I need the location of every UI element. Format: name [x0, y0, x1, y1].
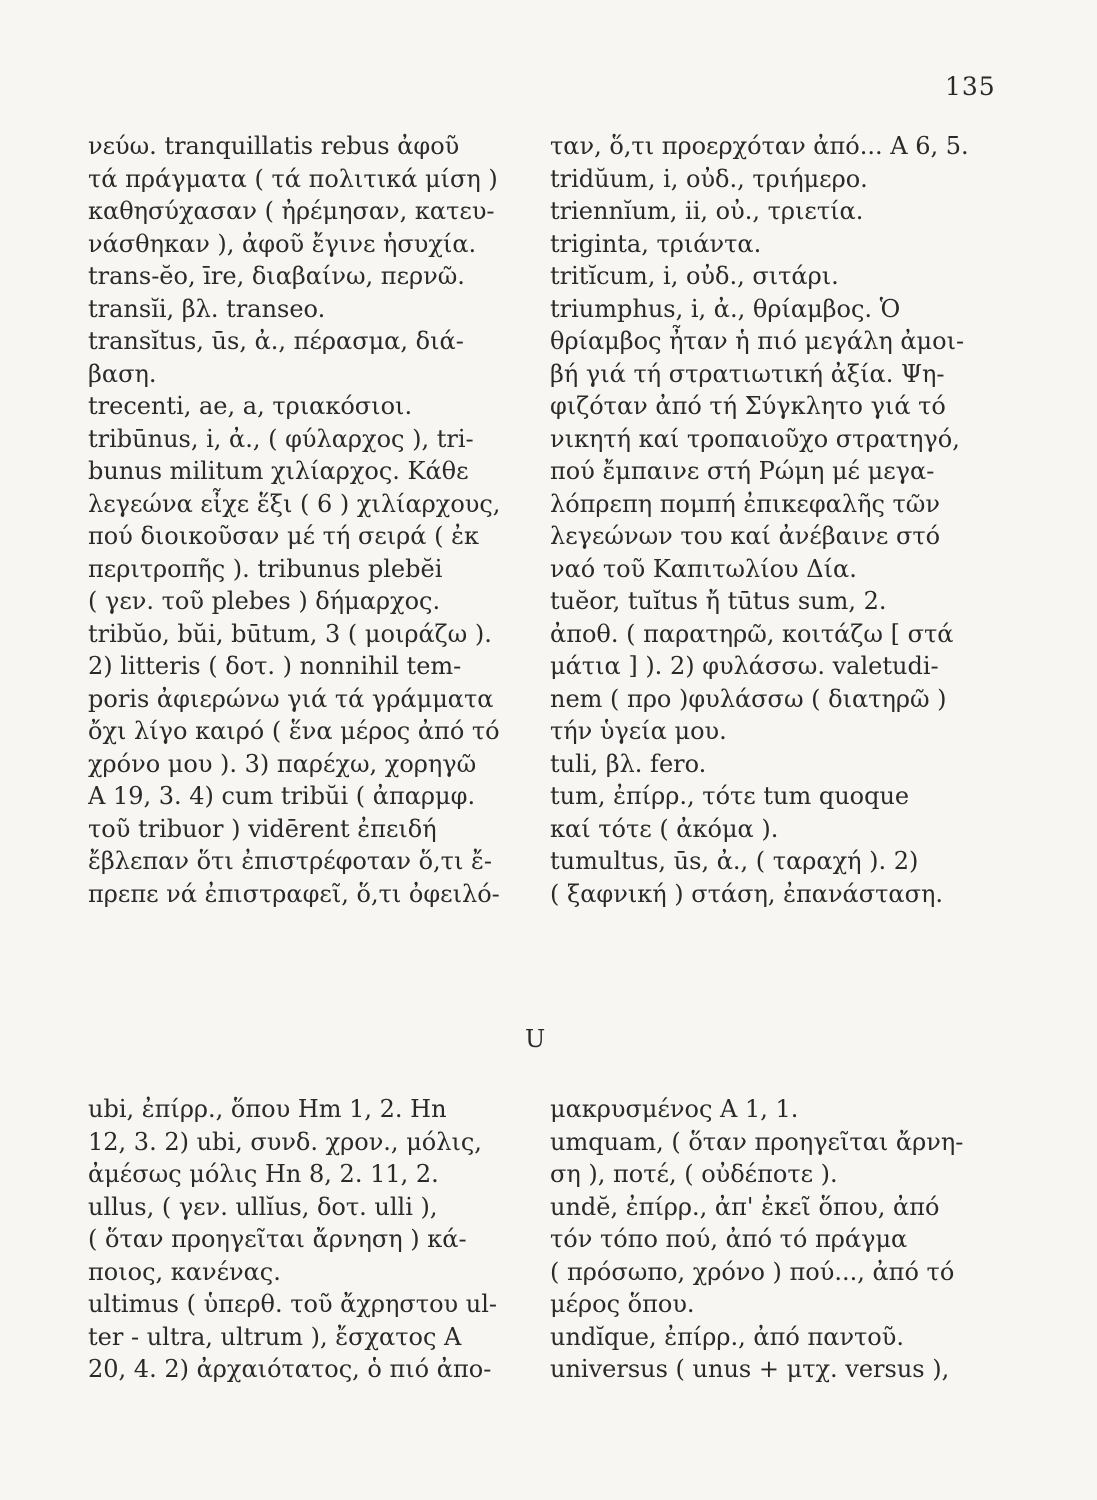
dictionary-line: θρίαμβος ἦταν ἡ πιό μεγάλη ἀμοι-: [550, 327, 965, 355]
dictionary-line: πού ἔμπαινε στή Ρώμη μέ μεγα-: [550, 457, 935, 485]
dictionary-line: ταν, ὅ,τι προερχόταν ἀπό... A 6, 5.: [550, 132, 969, 160]
dictionary-line: μέρος ὅπου.: [550, 1290, 695, 1318]
dictionary-line: χρόνο μου ). 3) παρέχω, χορηγῶ: [88, 749, 477, 778]
dictionary-line: poris ἀφιερώνω γιά τά γράμματα: [88, 684, 494, 713]
dictionary-line: ση ), ποτέ, ( οὐδέποτε ).: [550, 1160, 838, 1188]
dictionary-line: 12, 3. 2) ubi, συνδ. χρον., μόλις,: [88, 1127, 482, 1156]
dictionary-line: triginta, τριάντα.: [550, 229, 762, 258]
dictionary-line: tumultus, ūs, ἀ., ( ταραχή ). 2): [550, 847, 919, 875]
page-number: 135: [945, 72, 996, 101]
dictionary-line: trecenti, ae, a, τριακόσιοι.: [88, 392, 413, 420]
dictionary-line: transĭtus, ūs, ἀ., πέρασμα, διά-: [88, 327, 464, 355]
dictionary-line: ( ὅταν προηγεῖται ἄρνηση ) κά-: [88, 1225, 467, 1253]
dictionary-line: 20, 4. 2) ἀρχαιότατος, ὁ πιό ἀπο-: [88, 1355, 492, 1383]
dictionary-line: καί τότε ( ἀκόμα ).: [550, 814, 779, 843]
dictionary-line: 2) litteris ( δοτ. ) nonnihil tem-: [88, 652, 462, 680]
dictionary-line: λεγεώνων του καί ἀνέβαινε στό: [550, 522, 941, 550]
dictionary-line: ultimus ( ὑπερθ. τοῦ ἄχρηστου ul-: [88, 1290, 497, 1318]
dictionary-line: tuli, βλ. fero.: [550, 749, 707, 778]
dictionary-line: νικητή καί τροπαιοῦχο στρατηγό,: [550, 424, 960, 453]
dictionary-line: τήν ὑγεία μου.: [550, 717, 727, 745]
section-heading-letter: U: [525, 1025, 546, 1053]
dictionary-line: tridŭum, i, οὐδ., τριήμερο.: [550, 164, 868, 193]
dictionary-line: πρεπε νά ἐπιστραφεῖ, ὅ,τι ὀφειλό-: [88, 879, 500, 908]
dictionary-line: τόν τόπο πού, ἀπό τό πράγμα: [550, 1225, 908, 1253]
dictionary-line: ( γεν. τοῦ plebes ) δήμαρχος.: [88, 587, 441, 615]
dictionary-line: βή γιά τή στρατιωτική ἀξία. Ψη-: [550, 359, 945, 388]
dictionary-line: ter - ultra, ultrum ), ἔσχατος A: [88, 1322, 462, 1351]
dictionary-line: A 19, 3. 4) cum tribŭi ( ἀπαρμφ.: [88, 782, 476, 810]
dictionary-line: ( πρόσωπο, χρόνο ) πού..., ἀπό τό: [550, 1257, 955, 1286]
dictionary-line: tribūnus, i, ἀ., ( φύλαρχος ), tri-: [88, 424, 474, 453]
dictionary-line: φιζόταν ἀπό τή Σύγκλητο γιά τό: [550, 392, 946, 420]
dictionary-line: ἀποθ. ( παρατηρῶ, κοιτάζω [ στά: [550, 619, 954, 648]
dictionary-line: περιτροπῆς ). tribunus plebĕi: [88, 554, 443, 583]
dictionary-line: triennĭum, ii, οὐ., τριετία.: [550, 197, 864, 225]
bottom-right-column: [550, 1093, 990, 1386]
dictionary-line: umquam, ( ὅταν προηγεῖται ἄρνη-: [550, 1127, 964, 1156]
dictionary-line: ναό τοῦ Καπιτωλίου Δία.: [550, 554, 857, 583]
dictionary-line: νεύω. tranquillatis rebus ἀφοῦ: [88, 132, 460, 160]
dictionary-line: universus ( unus + μτχ. versus ),: [550, 1355, 950, 1383]
dictionary-line: tuĕor, tuĭtus ἤ tūtus sum, 2.: [550, 587, 887, 615]
dictionary-line: λεγεώνα εἶχε ἕξι ( 6 ) χιλίαρχους,: [88, 489, 501, 518]
dictionary-line: ubi, ἐπίρρ., ὅπου Hm 1, 2. Hn: [88, 1095, 447, 1123]
dictionary-line: undĭque, ἐπίρρ., ἀπό παντοῦ.: [550, 1322, 904, 1351]
dictionary-line: nem ( προ )φυλάσσω ( διατηρῶ ): [550, 684, 947, 713]
dictionary-line: ullus, ( γεν. ullĭus, δοτ. ulli ),: [88, 1192, 438, 1221]
dictionary-line: μάτια ] ). 2) φυλάσσω. valetudi-: [550, 652, 939, 680]
top-right-column: [550, 130, 990, 910]
dictionary-line: ὄχι λίγο καιρό ( ἕνα μέρος ἀπό τό: [88, 717, 500, 745]
dictionary-line: ἔβλεπαν ὅτι ἐπιστρέφοταν ὅ,τι ἔ-: [88, 847, 492, 875]
top-left-column: [88, 130, 528, 910]
dictionary-line: bunus militum χιλίαρχος. Κάθε: [88, 457, 469, 485]
dictionary-line: νάσθηκαν ), ἀφοῦ ἔγινε ἡσυχία.: [88, 229, 477, 258]
bottom-left-column: [88, 1093, 528, 1386]
dictionary-line: ἀμέσως μόλις Hn 8, 2. 11, 2.: [88, 1160, 439, 1188]
dictionary-line: tribŭo, bŭi, būtum, 3 ( μοιράζω ).: [88, 619, 492, 648]
dictionary-line: tum, ἐπίρρ., τότε tum quoque: [550, 782, 910, 810]
dictionary-line: transĭi, βλ. transeo.: [88, 294, 326, 323]
dictionary-line: undĕ, ἐπίρρ., ἀπ' ἐκεῖ ὅπου, ἀπό: [550, 1192, 940, 1221]
dictionary-line: tritĭcum, i, οὐδ., σιτάρι.: [550, 262, 839, 290]
dictionary-line: καθησύχασαν ( ἠρέμησαν, κατευ-: [88, 197, 495, 225]
dictionary-line: βαση.: [88, 359, 157, 388]
dictionary-line: μακρυσμένος A 1, 1.: [550, 1095, 799, 1123]
dictionary-line: λόπρεπη πομπή ἐπικεφαλῆς τῶν: [550, 489, 940, 518]
dictionary-line: ( ξαφνική ) στάση, ἐπανάσταση.: [550, 879, 944, 908]
dictionary-line: τοῦ tribuor ) vidērent ἐπειδή: [88, 814, 437, 843]
dictionary-line: τά πράγματα ( τά πολιτικά μίση ): [88, 164, 498, 193]
dictionary-line: triumphus, i, ἀ., θρίαμβος. Ὁ: [550, 294, 901, 323]
dictionary-line: trans-ĕo, īre, διαβαίνω, περνῶ.: [88, 262, 465, 290]
dictionary-line: πού διοικοῦσαν μέ τή σειρά ( ἐκ: [88, 522, 479, 550]
dictionary-line: ποιος, κανένας.: [88, 1257, 281, 1286]
